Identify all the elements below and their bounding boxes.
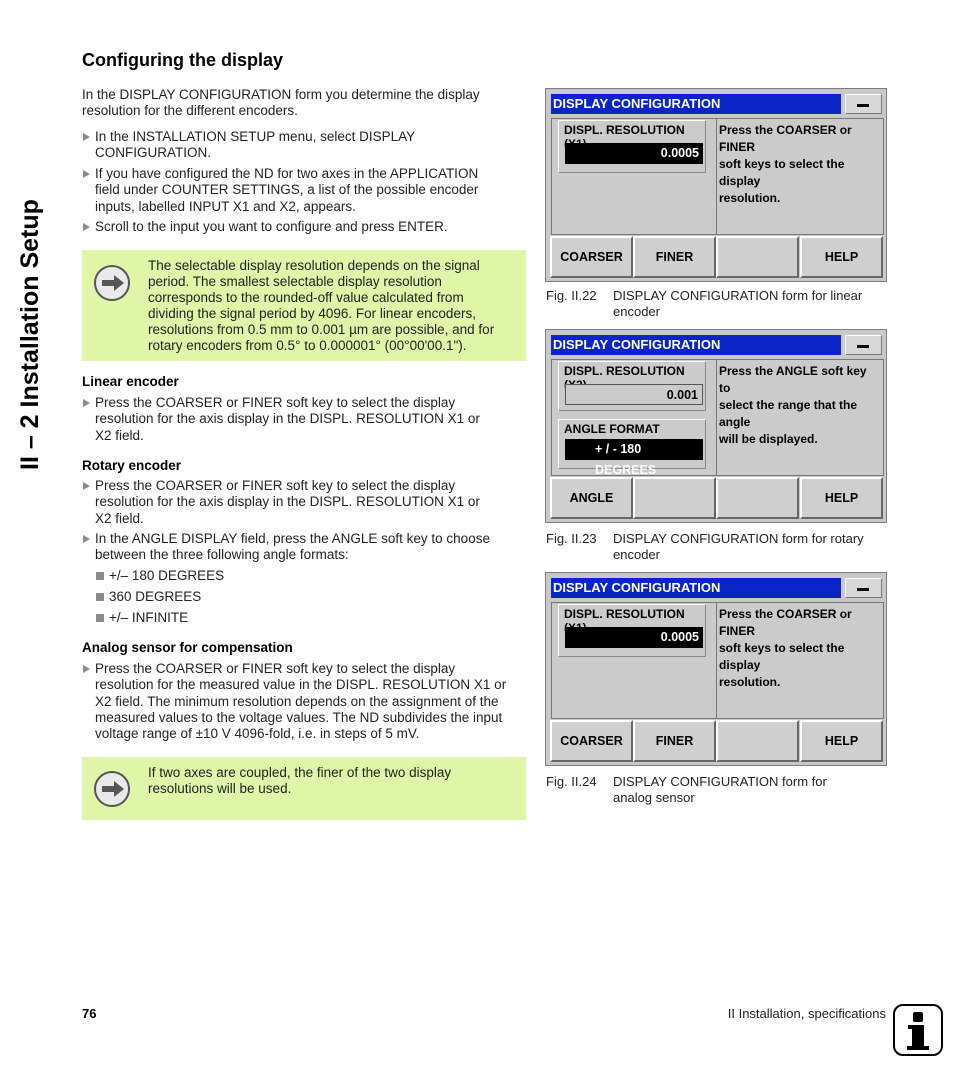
help-panel [717, 602, 884, 719]
caption-number: Fig. II.23 [546, 531, 597, 546]
caption-line: analog sensor [613, 790, 695, 805]
info-icon [893, 1004, 943, 1056]
help-line: resolution. [719, 675, 781, 689]
caption-line: DISPLAY CONFIGURATION form for [613, 774, 827, 789]
triangle-bullet-icon [83, 170, 90, 178]
help-line: resolution. [719, 191, 781, 205]
square-bullet-icon [96, 593, 104, 601]
help-text [719, 606, 879, 691]
minus-icon [857, 588, 869, 591]
page-number: 76 [82, 1006, 97, 1021]
softkey-empty[interactable] [716, 477, 799, 519]
footer-section: II Installation, specifications [727, 1006, 886, 1021]
triangle-bullet-icon [83, 535, 90, 543]
note-line: If two axes are coupled, the finer of the two display [148, 765, 452, 780]
angle-format-item [96, 589, 201, 605]
step-line: Press the COARSER or FINER soft key to select the display [95, 478, 456, 493]
note-line: corresponds to the rounded-off value calculated from [148, 290, 464, 305]
help-line: Press the COARSER or FINER [719, 607, 852, 638]
field-value[interactable]: 0.0005 [565, 143, 703, 164]
softkey-angle[interactable]: ANGLE [550, 477, 633, 519]
intro-paragraph [82, 87, 480, 119]
step-line: Press the COARSER or FINER soft key to select the display [95, 395, 456, 410]
intro-line: resolution for the different encoders. [82, 103, 298, 118]
step-line: In the ANGLE DISPLAY field, press the ANGLE soft key to choose [95, 531, 490, 546]
note-line: resolutions will be used. [148, 781, 292, 796]
step-line: X2 field. [95, 510, 144, 526]
note-line: resolutions from 0.5 mm to 0.001 µm are possible, and for [148, 322, 495, 337]
note-text [148, 258, 518, 354]
triangle-bullet-icon [83, 665, 90, 673]
rotary-encoder-heading: Rotary encoder [82, 458, 182, 473]
form-panel [551, 602, 717, 719]
step-line: resolution for the axis display in the DISPL. RESOLUTION X1 or [95, 494, 480, 510]
caption-line: DISPLAY CONFIGURATION form for linear [613, 288, 863, 303]
step-item [82, 129, 528, 162]
help-text [719, 122, 879, 207]
field-label: DISPL. RESOLUTION [564, 607, 685, 621]
caption-line: encoder [613, 547, 660, 562]
step-line: voltage range of ±10 V 4096-fold, i.e. in steps of 5 mV. [95, 726, 420, 742]
step-line: measured values to the voltage values. The ND subdivides the input [95, 709, 503, 725]
arrow-right-icon [94, 265, 130, 301]
help-line: Press the COARSER or FINER [719, 123, 852, 154]
softkey-help[interactable]: HELP [800, 477, 883, 519]
help-line: will be displayed. [719, 432, 818, 446]
triangle-bullet-icon [83, 399, 90, 407]
angle-format-label: +/– 180 DEGREES [109, 568, 225, 583]
help-text [719, 363, 879, 448]
screen-title: DISPLAY CONFIGURATION [551, 94, 841, 114]
chapter-side-title-text: II – 2 Installation Setup [16, 199, 44, 470]
help-panel [717, 118, 884, 235]
softkey-finer[interactable]: FINER [633, 236, 716, 278]
softkey-coarser[interactable]: COARSER [550, 720, 633, 762]
intro-line: In the DISPLAY CONFIGURATION form you determine the display [82, 87, 480, 102]
display-resolution-field[interactable] [558, 120, 706, 173]
step-line: X2 field. The minimum resolution depends on the assignment of the [95, 693, 499, 709]
caption-number: Fig. II.24 [546, 774, 597, 789]
section-heading: Configuring the display [82, 50, 283, 70]
step-line: field under COUNTER SETTINGS, a list of the possible encoder [95, 182, 479, 198]
step-line: In the INSTALLATION SETUP menu, select DISPLAY [95, 129, 416, 144]
field-label: DISPL. RESOLUTION [564, 364, 685, 378]
angle-format-field[interactable] [558, 419, 706, 477]
step-item [82, 219, 528, 235]
note-line: dividing the signal period by 4096. For linear encoders, [148, 306, 476, 321]
caption-line: encoder [613, 304, 660, 319]
softkey-coarser[interactable]: COARSER [550, 236, 633, 278]
step-line: resolution for the axis display in the DISPL. RESOLUTION X1 or [95, 411, 480, 427]
softkey-help[interactable]: HELP [800, 236, 883, 278]
field-value[interactable]: 0.001 [565, 384, 703, 405]
step-line: resolution for the measured value in the DISPL. RESOLUTION X1 or [95, 677, 507, 693]
help-line: select the range that the angle [719, 398, 858, 429]
display-configuration-screen-rotary [545, 329, 887, 523]
help-line: soft keys to select the display [719, 157, 845, 188]
display-configuration-screen-analog [545, 572, 887, 766]
chapter-side-title [12, 50, 46, 470]
help-panel [717, 359, 884, 476]
note-line: period. The smallest selectable display resolution [148, 274, 442, 289]
minimize-button[interactable] [845, 578, 882, 598]
softkey-finer[interactable]: FINER [633, 720, 716, 762]
note-line: The selectable display resolution depends on the signal [148, 258, 480, 273]
caption-line: DISPLAY CONFIGURATION form for rotary [613, 531, 864, 546]
note-line: rotary encoders from 0.5° to 0.000001° (00°00'00.1"). [148, 338, 467, 353]
step-line: If you have configured the ND for two axes in the APPLICATION [95, 166, 479, 181]
field-value[interactable]: 0.0005 [565, 627, 703, 648]
angle-format-label: +/– INFINITE [109, 610, 189, 625]
square-bullet-icon [96, 614, 104, 622]
softkey-help[interactable]: HELP [800, 720, 883, 762]
softkey-empty[interactable] [716, 720, 799, 762]
form-panel [551, 118, 717, 235]
minimize-button[interactable] [845, 335, 882, 355]
form-panel [551, 359, 717, 476]
step-item [82, 661, 528, 742]
help-line: Press the ANGLE soft key to [719, 364, 867, 395]
step-line: Press the COARSER or FINER soft key to select the display [95, 661, 456, 676]
minus-icon [857, 345, 869, 348]
note-box [82, 250, 526, 361]
caption-text [613, 531, 891, 563]
step-line: CONFIGURATION. [95, 145, 211, 161]
step-item [82, 531, 528, 564]
note-box [82, 757, 526, 820]
linear-encoder-heading: Linear encoder [82, 374, 179, 389]
step-item [82, 478, 528, 527]
softkey-empty[interactable] [633, 477, 716, 519]
step-item [82, 395, 528, 444]
field-value[interactable]: + / - 180 DEGREES [565, 439, 703, 460]
triangle-bullet-icon [83, 482, 90, 490]
display-resolution-field[interactable] [558, 604, 706, 657]
note-text [148, 765, 518, 797]
arrow-right-icon [94, 771, 130, 807]
minus-icon [857, 104, 869, 107]
step-line: between the three following angle formats: [95, 547, 349, 563]
step-line: Scroll to the input you want to configure and press ENTER. [95, 219, 448, 234]
field-label: DISPL. RESOLUTION [564, 123, 685, 137]
step-line: inputs, labelled INPUT X1 and X2, appears. [95, 198, 356, 214]
minimize-button[interactable] [845, 94, 882, 114]
angle-format-label: 360 DEGREES [109, 589, 202, 604]
caption-number: Fig. II.22 [546, 288, 597, 303]
square-bullet-icon [96, 572, 104, 580]
display-resolution-field[interactable] [558, 361, 706, 411]
angle-format-item [96, 568, 224, 584]
analog-sensor-heading: Analog sensor for compensation [82, 640, 293, 655]
screen-title: DISPLAY CONFIGURATION [551, 578, 841, 598]
triangle-bullet-icon [83, 223, 90, 231]
triangle-bullet-icon [83, 133, 90, 141]
display-configuration-screen-linear [545, 88, 887, 282]
help-line: soft keys to select the display [719, 641, 845, 672]
caption-text [613, 288, 891, 320]
field-label: ANGLE FORMAT [564, 422, 660, 436]
screen-title: DISPLAY CONFIGURATION [551, 335, 841, 355]
step-line: X2 field. [95, 427, 144, 443]
softkey-empty[interactable] [716, 236, 799, 278]
angle-format-item [96, 610, 188, 626]
caption-text [613, 774, 891, 806]
step-item [82, 166, 528, 215]
